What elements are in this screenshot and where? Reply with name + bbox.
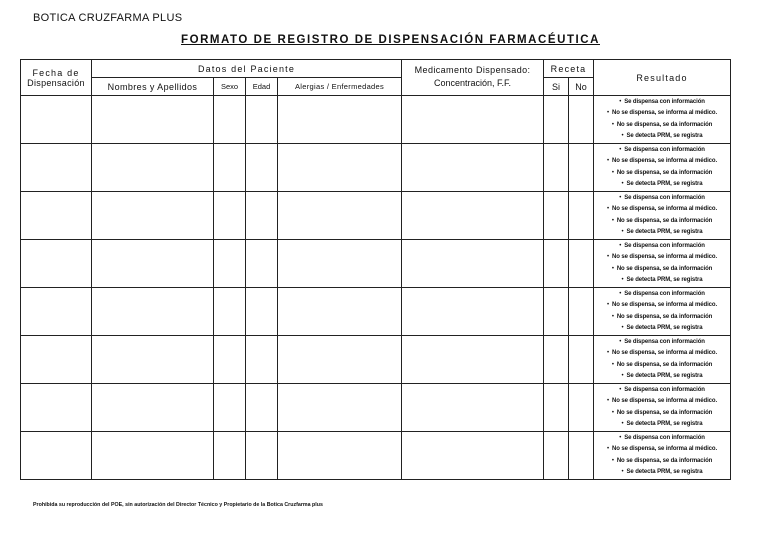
cell-alergias[interactable] (278, 192, 402, 240)
resultado-option: • No se dispensa, se informa al médico. (594, 348, 730, 360)
resultado-option: • Se detecta PRM, se registra (594, 179, 730, 191)
cell-receta-no[interactable] (569, 288, 594, 336)
cell-edad[interactable] (246, 384, 278, 432)
header-alergias: Alergias / Enfermedades (278, 78, 402, 96)
table-row (21, 432, 731, 480)
resultado-option: • No se dispensa, se informa al médico. (594, 108, 730, 120)
header-medicamento-line1: Medicamento Dispensado: (414, 65, 531, 75)
cell-medicamento[interactable] (402, 336, 544, 384)
cell-fecha[interactable] (21, 384, 92, 432)
header-no: No (569, 78, 594, 96)
cell-medicamento[interactable] (402, 192, 544, 240)
resultado-option: • No se dispensa, se da información (594, 168, 730, 180)
cell-sexo[interactable] (214, 384, 246, 432)
cell-receta-si[interactable] (544, 96, 569, 144)
resultado-option: • Se dispensa con información (594, 193, 730, 205)
cell-sexo[interactable] (214, 336, 246, 384)
resultado-option: • No se dispensa, se informa al médico. (594, 204, 730, 216)
cell-medicamento[interactable] (402, 240, 544, 288)
cell-nombres[interactable] (92, 144, 214, 192)
header-fecha-line2: Dispensación (27, 77, 85, 88)
cell-medicamento[interactable] (402, 144, 544, 192)
cell-medicamento[interactable] (402, 384, 544, 432)
resultado-option: • Se detecta PRM, se registra (594, 227, 730, 239)
table-row (21, 384, 731, 432)
header-receta: Receta (544, 60, 594, 78)
cell-fecha[interactable] (21, 96, 92, 144)
resultado-option: • No se dispensa, se da información (594, 120, 730, 132)
cell-alergias[interactable] (278, 384, 402, 432)
cell-resultado (594, 432, 731, 480)
resultado-option: • No se dispensa, se informa al médico. (594, 444, 730, 456)
cell-resultado (594, 240, 731, 288)
resultado-option: • Se detecta PRM, se registra (594, 275, 730, 287)
cell-resultado (594, 96, 731, 144)
cell-receta-si[interactable] (544, 192, 569, 240)
cell-medicamento[interactable] (402, 288, 544, 336)
cell-sexo[interactable] (214, 240, 246, 288)
cell-sexo[interactable] (214, 96, 246, 144)
resultado-option: • No se dispensa, se informa al médico. (594, 300, 730, 312)
cell-receta-no[interactable] (569, 96, 594, 144)
resultado-option: • Se dispensa con información (594, 433, 730, 445)
header-sexo: Sexo (214, 78, 246, 96)
header-resultado: Resultado (594, 60, 731, 96)
cell-sexo[interactable] (214, 288, 246, 336)
resultado-option: • Se dispensa con información (594, 385, 730, 397)
cell-nombres[interactable] (92, 240, 214, 288)
cell-receta-no[interactable] (569, 432, 594, 480)
resultado-option: • Se detecta PRM, se registra (594, 371, 730, 383)
cell-edad[interactable] (246, 240, 278, 288)
header-fecha-line1: Fecha de (32, 67, 80, 78)
form-title: FORMATO DE REGISTRO DE DISPENSACIÓN FARMACÉUTICA (181, 34, 600, 46)
resultado-option: • Se dispensa con información (594, 97, 730, 109)
cell-fecha[interactable] (21, 192, 92, 240)
table-row (21, 336, 731, 384)
cell-receta-no[interactable] (569, 240, 594, 288)
cell-resultado (594, 384, 731, 432)
cell-receta-no[interactable] (569, 336, 594, 384)
cell-resultado (594, 336, 731, 384)
cell-edad[interactable] (246, 336, 278, 384)
cell-medicamento[interactable] (402, 96, 544, 144)
cell-nombres[interactable] (92, 336, 214, 384)
cell-receta-si[interactable] (544, 240, 569, 288)
cell-receta-no[interactable] (569, 384, 594, 432)
cell-nombres[interactable] (92, 288, 214, 336)
cell-receta-si[interactable] (544, 288, 569, 336)
cell-alergias[interactable] (278, 240, 402, 288)
resultado-option: • Se dispensa con información (594, 289, 730, 301)
cell-sexo[interactable] (214, 144, 246, 192)
cell-alergias[interactable] (278, 144, 402, 192)
table-row (21, 144, 731, 192)
cell-fecha[interactable] (21, 432, 92, 480)
cell-receta-si[interactable] (544, 432, 569, 480)
cell-resultado (594, 288, 731, 336)
dispensation-table (20, 59, 731, 480)
cell-receta-no[interactable] (569, 192, 594, 240)
header-fecha (21, 60, 92, 96)
resultado-option: • No se dispensa, se da información (594, 456, 730, 468)
resultado-option: • Se detecta PRM, se registra (594, 467, 730, 479)
cell-resultado (594, 192, 731, 240)
cell-fecha[interactable] (21, 240, 92, 288)
resultado-option: • No se dispensa, se da información (594, 264, 730, 276)
resultado-option: • No se dispensa, se informa al médico. (594, 396, 730, 408)
resultado-option: • No se dispensa, se informa al médico. (594, 252, 730, 264)
cell-edad[interactable] (246, 288, 278, 336)
resultado-option: • No se dispensa, se informa al médico. (594, 156, 730, 168)
header-edad: Edad (246, 78, 278, 96)
cell-edad[interactable] (246, 432, 278, 480)
cell-alergias[interactable] (278, 432, 402, 480)
resultado-option: • Se detecta PRM, se registra (594, 419, 730, 431)
cell-receta-no[interactable] (569, 144, 594, 192)
resultado-option: • Se dispensa con información (594, 337, 730, 349)
resultado-option: • Se dispensa con información (594, 145, 730, 157)
cell-sexo[interactable] (214, 192, 246, 240)
header-datos-paciente: Datos del Paciente (92, 60, 402, 78)
table-row (21, 288, 731, 336)
cell-fecha[interactable] (21, 288, 92, 336)
resultado-option: • No se dispensa, se da información (594, 312, 730, 324)
resultado-option: • Se detecta PRM, se registra (594, 323, 730, 335)
footer-note: Prohibida su reproducción del POE, sin autorización del Director Técnico y Propietario de la Botica Cruzfarma plus (33, 502, 323, 508)
cell-sexo[interactable] (214, 432, 246, 480)
header-medicamento (402, 60, 544, 96)
resultado-option: • Se detecta PRM, se registra (594, 131, 730, 143)
cell-edad[interactable] (246, 144, 278, 192)
cell-resultado (594, 144, 731, 192)
resultado-option: • Se dispensa con información (594, 241, 730, 253)
header-medicamento-line2: Concentración, F.F. (434, 78, 512, 88)
cell-nombres[interactable] (92, 192, 214, 240)
resultado-option: • No se dispensa, se da información (594, 408, 730, 420)
table-row (21, 240, 731, 288)
cell-fecha[interactable] (21, 336, 92, 384)
cell-alergias[interactable] (278, 96, 402, 144)
cell-alergias[interactable] (278, 336, 402, 384)
cell-edad[interactable] (246, 192, 278, 240)
cell-edad[interactable] (246, 96, 278, 144)
resultado-option: • No se dispensa, se da información (594, 360, 730, 372)
header-si: Si (544, 78, 569, 96)
cell-receta-si[interactable] (544, 144, 569, 192)
header-nombres: Nombres y Apellidos (92, 78, 214, 96)
table-row (21, 96, 731, 144)
cell-alergias[interactable] (278, 288, 402, 336)
cell-fecha[interactable] (21, 144, 92, 192)
cell-receta-si[interactable] (544, 384, 569, 432)
company-name: BOTICA CRUZFARMA PLUS (33, 12, 183, 24)
cell-nombres[interactable] (92, 96, 214, 144)
cell-nombres[interactable] (92, 384, 214, 432)
table-row (21, 192, 731, 240)
resultado-option: • No se dispensa, se da información (594, 216, 730, 228)
cell-nombres[interactable] (92, 432, 214, 480)
cell-receta-si[interactable] (544, 336, 569, 384)
cell-medicamento[interactable] (402, 432, 544, 480)
